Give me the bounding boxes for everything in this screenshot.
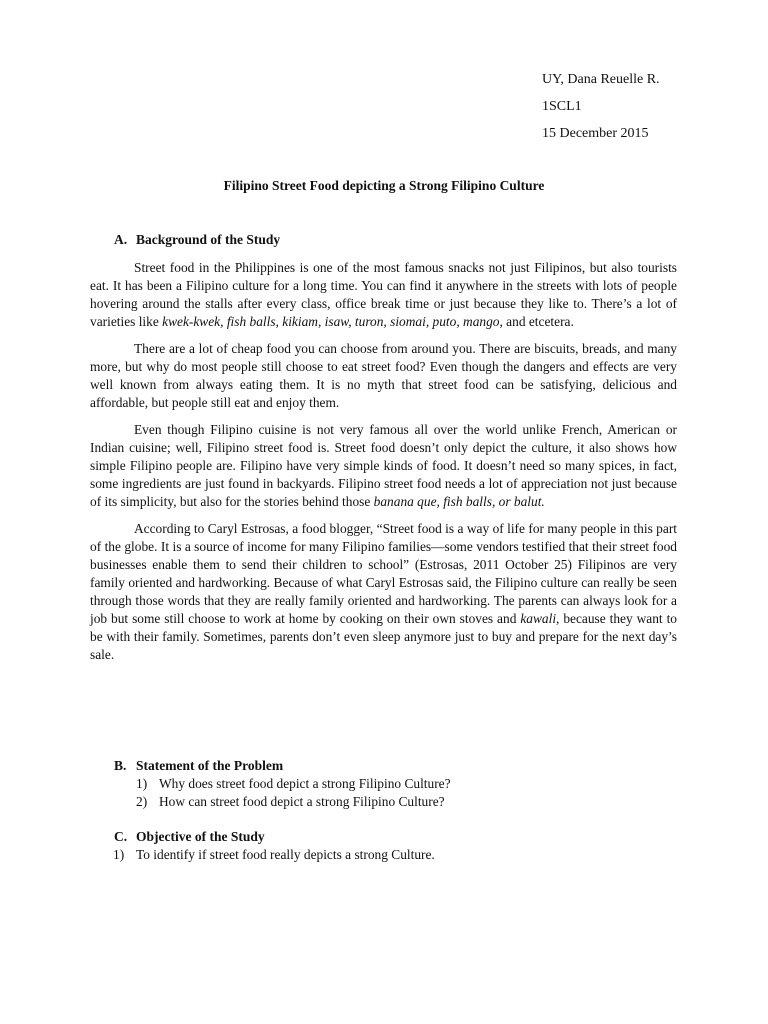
section-b-letter: B. [114, 758, 127, 773]
background-body [90, 259, 677, 673]
list-item [136, 793, 451, 811]
list-text: To identify if street food really depicts a strong Culture. [136, 847, 435, 862]
document-date: 15 December 2015 [542, 126, 649, 141]
section-a-title: Background of the Study [136, 232, 281, 247]
section-a-heading [114, 231, 280, 249]
paper-title: Filipino Street Food depicting a Strong Filipino Culture [223, 178, 545, 193]
list-text: Why does street food depict a strong Filipino Culture? [159, 776, 451, 791]
paragraph-4 [90, 520, 677, 664]
objective-list [113, 846, 435, 864]
paragraph-4-end: , because they want to be with their family. Sometimes, parents don’t even sleep anymore just to buy and prepare for the next day’s sale. [90, 611, 677, 662]
list-item [136, 775, 451, 793]
list-number: 2) [136, 794, 148, 809]
section-c-title: Objective of the Study [136, 829, 265, 844]
paragraph-2: There are a lot of cheap food you can choose from around you. There are biscuits, breads, and many more, but why do most people still choose to eat street food? Even though the dangers and effects are very well known from always eating them. It is no myth that street food can be satisfying, delicious and affordable, but people still eat and enjoy them. [90, 341, 677, 410]
paragraph-1-end: and etcetera. [502, 314, 574, 329]
author-block [542, 66, 660, 147]
paragraph-1-foods: kwek-kwek, fish balls, kikiam, isaw, turon, siomai, puto, mango, [162, 314, 503, 329]
class-section: 1SCL1 [542, 99, 582, 114]
section-a-letter: A. [114, 232, 128, 247]
paragraph-3-text: Even though Filipino cuisine is not very famous all over the world unlike French, American or Indian cuisine; well, Filipino street food is. Street food doesn’t only depict the culture, it also shows how simple Filipino people are. Filipino have very simple kinds of food. It doesn’t need so many spices, in fact, some ingredients are just found in backyards. Filipino street food needs a lot of appreciation not just because of its simplicity, but also for the stories behind those [90, 422, 677, 509]
author-name: UY, Dana Reuelle R. [542, 72, 660, 87]
section-b-heading [114, 757, 283, 775]
paragraph-3-foods: banana que, fish balls, or balut. [373, 494, 545, 509]
section-c-letter: C. [114, 829, 128, 844]
paragraph-1-text: Street food in the Philippines is one of the most famous snacks not just Filipinos, but also tourists eat. It has been a Filipino culture for a long time. You can find it anywhere in the streets with lots of people hovering around the stalls after every class, office break time or just because they like to. There’s a lot of varieties like [90, 260, 677, 329]
paragraph-3 [90, 421, 677, 511]
problem-list [136, 775, 451, 811]
paragraph-1 [90, 259, 677, 331]
section-c-heading [114, 828, 265, 846]
list-number: 1) [136, 776, 148, 791]
list-number: 1) [113, 847, 125, 862]
paragraph-4-kawali: kawali [520, 611, 557, 626]
section-b-title: Statement of the Problem [136, 758, 284, 773]
list-text: How can street food depict a strong Filipino Culture? [159, 794, 445, 809]
paragraph-4-text: According to Caryl Estrosas, a food blogger, “Street food is a way of life for many people in this part of the globe. It is a source of income for many Filipino families—some vendors testified that their street food businesses enable them to send their children to school” (Estrosas, 2011 October 25) Filipinos are very family oriented and hardworking. Because of what Caryl Estrosas said, the Filipino culture can really be seen through those words that they are really family oriented and hardworking. The parents can always look for a job but some still choose to work at home by cooking on their own stoves and [90, 521, 677, 626]
list-item [113, 846, 435, 864]
